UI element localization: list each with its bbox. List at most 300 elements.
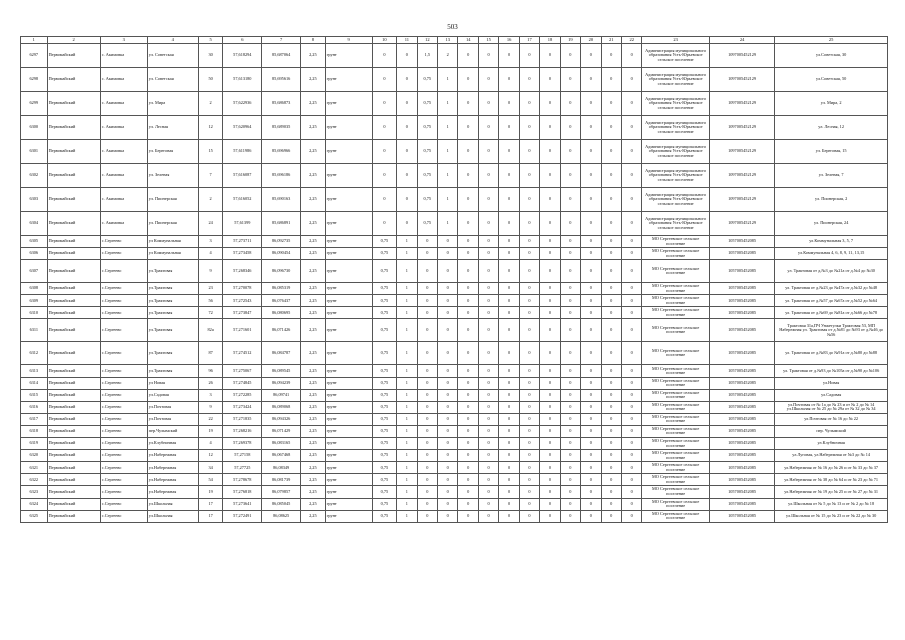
table-cell: 0 xyxy=(397,92,417,116)
table-cell: ул. Береговая, 15 xyxy=(775,140,888,164)
table-cell: 0 xyxy=(601,68,621,92)
table-cell: 0 xyxy=(417,365,437,377)
table-cell: 0 xyxy=(519,295,539,307)
table-cell: 0 xyxy=(499,342,519,365)
table-cell: 56 xyxy=(198,295,223,307)
table-cell: 0 xyxy=(397,116,417,140)
table-cell: 26 xyxy=(198,377,223,389)
table-cell: 0 xyxy=(478,401,498,413)
table-cell: 0 xyxy=(621,401,641,413)
table-cell: 2,25 xyxy=(301,92,326,116)
table-cell: 0 xyxy=(478,389,498,401)
column-header: 8 xyxy=(301,37,326,44)
table-cell: 0,75 xyxy=(417,164,437,188)
table-cell: 0 xyxy=(499,307,519,319)
table-cell: с.Сергеево xyxy=(100,342,147,365)
table-cell: 0 xyxy=(621,236,641,248)
table-cell: 0 xyxy=(601,401,621,413)
table-cell: 0 xyxy=(560,140,580,164)
table-cell: 1 xyxy=(397,450,417,462)
table-cell: 0 xyxy=(601,295,621,307)
table-cell: Администрация муниципального образования Усть-Юрьевское сельское поселение xyxy=(642,212,709,236)
table-cell: 0 xyxy=(417,389,437,401)
table-cell: грунт xyxy=(325,377,372,389)
table-cell: 0 xyxy=(438,498,458,510)
table-cell: 0 xyxy=(458,425,478,437)
table-cell: Администрация муниципального образования Усть-Юрьевское сельское поселение xyxy=(642,188,709,212)
table-cell: 86,089068 xyxy=(262,401,301,413)
table-cell: 2,25 xyxy=(301,188,326,212)
table-cell: 57,273711 xyxy=(223,236,262,248)
table-cell: 86,080695 xyxy=(262,307,301,319)
table-cell: Первомайский xyxy=(47,236,100,248)
table-cell: 0 xyxy=(540,92,560,116)
table-cell: ул. Зеленая, 7 xyxy=(775,164,888,188)
table-cell: 3 xyxy=(198,389,223,401)
table-cell: ул. Береговая xyxy=(147,140,198,164)
table-cell: 87 xyxy=(198,342,223,365)
table-row xyxy=(21,401,888,413)
table-cell: 1 xyxy=(438,68,458,92)
table-cell: 0,75 xyxy=(417,188,437,212)
table-cell: 57,272491 xyxy=(223,510,262,522)
table-cell: 0 xyxy=(372,44,397,68)
table-cell: 0 xyxy=(540,462,560,474)
table-cell: 86,085045 xyxy=(262,498,301,510)
table-cell: 0 xyxy=(581,425,601,437)
table-cell: 0 xyxy=(438,438,458,450)
table-cell: 0 xyxy=(438,365,458,377)
table-cell: 0 xyxy=(478,283,498,295)
table-cell: 0 xyxy=(478,92,498,116)
table-cell: 0 xyxy=(519,92,539,116)
table-cell: Первомайский xyxy=(47,283,100,295)
table-cell: 0 xyxy=(621,283,641,295)
table-cell: 2,25 xyxy=(301,44,326,68)
table-cell: Первомайский xyxy=(47,68,100,92)
table-cell: 0 xyxy=(478,425,498,437)
table-cell: 0 xyxy=(478,462,498,474)
table-cell: Первомайский xyxy=(47,425,100,437)
table-cell: 2,25 xyxy=(301,140,326,164)
table-row xyxy=(21,92,888,116)
table-cell: Первомайский xyxy=(47,401,100,413)
table-cell: 0 xyxy=(438,342,458,365)
table-cell: 85,696186 xyxy=(262,164,301,188)
table-cell: Первомайский xyxy=(47,260,100,283)
table-cell: Первомайский xyxy=(47,342,100,365)
table-cell: грунт xyxy=(325,140,372,164)
table-cell: 6315 xyxy=(21,389,48,401)
table-cell: 0 xyxy=(519,401,539,413)
table-cell: 0,75 xyxy=(372,462,397,474)
table-cell: 0 xyxy=(458,44,478,68)
table-cell: 0 xyxy=(601,413,621,425)
table-cell: 1 xyxy=(397,413,417,425)
table-cell: 2,25 xyxy=(301,116,326,140)
table-cell: ул.Трактовая xyxy=(147,342,198,365)
table-cell: 50 xyxy=(198,68,223,92)
table-cell: ул.Садовая xyxy=(775,389,888,401)
table-cell: Первомайский xyxy=(47,164,100,188)
table-cell: ул.Коммунальная 3, 5, 7 xyxy=(775,236,888,248)
table-cell: 0 xyxy=(458,365,478,377)
table-cell: 0 xyxy=(499,438,519,450)
column-header: 12 xyxy=(417,37,437,44)
column-header: 7 xyxy=(262,37,301,44)
table-cell: 1097005452129 xyxy=(709,68,774,92)
table-row xyxy=(21,486,888,498)
table-cell: МО Сергеевское сельское поселение xyxy=(642,260,709,283)
table-cell: с.Сергеево xyxy=(100,510,147,522)
table-cell: 0 xyxy=(478,236,498,248)
table-cell: 2,25 xyxy=(301,248,326,260)
table-cell: 0 xyxy=(499,365,519,377)
table-cell: 0,75 xyxy=(372,295,397,307)
table-cell: 0 xyxy=(581,188,601,212)
table-cell: 1057005452085 xyxy=(709,438,774,450)
table-cell: 0 xyxy=(601,438,621,450)
table-cell: 0 xyxy=(601,510,621,522)
table-cell: грунт xyxy=(325,260,372,283)
table-cell: Трактовая 31а,ПЧ Унжетулки Трактовая 53, МП Набережная ул. Трактовая от д.№81 до №93 от д.№46 до №56 xyxy=(775,319,888,342)
table-cell: 0 xyxy=(478,188,498,212)
table-cell: 0 xyxy=(519,164,539,188)
table-cell: 57,27725 xyxy=(223,462,262,474)
table-cell: 0 xyxy=(478,212,498,236)
table-cell: Первомайский xyxy=(47,116,100,140)
table-cell: 0 xyxy=(417,307,437,319)
table-cell: 0 xyxy=(581,140,601,164)
table-cell: 0 xyxy=(438,389,458,401)
table-cell: 0 xyxy=(458,498,478,510)
table-cell: 0 xyxy=(458,164,478,188)
table-cell: Первомайский xyxy=(47,295,100,307)
table-cell: 0 xyxy=(397,68,417,92)
table-cell: 0 xyxy=(621,377,641,389)
table-row xyxy=(21,425,888,437)
table-cell: с. Акимовка xyxy=(100,212,147,236)
table-cell: 2,25 xyxy=(301,307,326,319)
table-cell: грунт xyxy=(325,510,372,522)
table-row xyxy=(21,438,888,450)
table-cell: 0 xyxy=(601,377,621,389)
table-cell: 0 xyxy=(601,389,621,401)
table-cell: 0 xyxy=(458,236,478,248)
table-cell: МО Сергеевское сельское поселение xyxy=(642,474,709,486)
table-cell: МО Сергеевское сельское поселение xyxy=(642,283,709,295)
table-cell: 1057005452085 xyxy=(709,450,774,462)
table-cell: 0 xyxy=(540,319,560,342)
table-cell: 0 xyxy=(581,510,601,522)
table-cell: ул. Зеленая xyxy=(147,164,198,188)
table-cell: 0 xyxy=(601,450,621,462)
table-cell: 0 xyxy=(519,248,539,260)
table-cell: 0 xyxy=(581,498,601,510)
table-cell: МО Сергеевское сельское поселение xyxy=(642,365,709,377)
table-cell: 0 xyxy=(519,413,539,425)
table-cell: ул. Советская xyxy=(147,44,198,68)
table-cell: 0 xyxy=(417,260,437,283)
table-cell: 0 xyxy=(478,342,498,365)
table-cell: с. Акимовка xyxy=(100,68,147,92)
table-cell: 0 xyxy=(581,438,601,450)
table-cell: грунт xyxy=(325,307,372,319)
table-cell: 0,75 xyxy=(372,425,397,437)
table-cell: 0 xyxy=(601,474,621,486)
table-cell: 57,268216 xyxy=(223,425,262,437)
table-cell: ул.Набережная от № 16 до № 26 и от № 33 до № 37 xyxy=(775,462,888,474)
table-cell: 0 xyxy=(458,260,478,283)
table-cell: 1057005452085 xyxy=(709,236,774,248)
table-cell: Первомайский xyxy=(47,188,100,212)
table-cell: 0 xyxy=(560,92,580,116)
table-cell: 0 xyxy=(540,260,560,283)
table-cell: 0 xyxy=(560,401,580,413)
table-cell: 57,269378 xyxy=(223,438,262,450)
table-cell: грунт xyxy=(325,486,372,498)
header-row xyxy=(21,37,888,44)
column-header: 14 xyxy=(458,37,478,44)
table-cell: ул.Луговая, ул.Набережная от №3 до № 14 xyxy=(775,450,888,462)
table-cell: 6322 xyxy=(21,474,48,486)
table-cell: 86,083165 xyxy=(262,438,301,450)
table-cell: 0 xyxy=(458,212,478,236)
table-cell: грунт xyxy=(325,236,372,248)
table-cell: 0 xyxy=(478,140,498,164)
table-cell: 0 xyxy=(372,188,397,212)
table-cell: 2,25 xyxy=(301,450,326,462)
table-cell: 0 xyxy=(499,377,519,389)
table-cell: с.Сергеево xyxy=(100,283,147,295)
table-row xyxy=(21,307,888,319)
table-cell: 1 xyxy=(397,319,417,342)
table-cell: 2 xyxy=(198,188,223,212)
table-cell: грунт xyxy=(325,188,372,212)
table-cell: 0,75 xyxy=(372,413,397,425)
table-cell: 6310 xyxy=(21,307,48,319)
table-cell: 1 xyxy=(397,342,417,365)
table-cell: 0,75 xyxy=(372,260,397,283)
table-cell: 6318 xyxy=(21,425,48,437)
table-cell: 2,25 xyxy=(301,295,326,307)
table-cell: 1057005452085 xyxy=(709,462,774,474)
table-cell: 0 xyxy=(458,140,478,164)
table-cell: 0 xyxy=(417,319,437,342)
table-cell: 2,25 xyxy=(301,212,326,236)
table-cell: 4 xyxy=(198,438,223,450)
table-cell: грунт xyxy=(325,319,372,342)
table-cell: 0 xyxy=(621,438,641,450)
table-cell: МО Сергеевское сельское поселение xyxy=(642,236,709,248)
table-cell: 1057005452085 xyxy=(709,342,774,365)
table-cell: 0 xyxy=(478,450,498,462)
table-cell: грунт xyxy=(325,389,372,401)
table-cell: 0 xyxy=(519,283,539,295)
table-cell: 0 xyxy=(458,377,478,389)
table-cell: 1057005452085 xyxy=(709,377,774,389)
table-cell: 86,08349 xyxy=(262,462,301,474)
table-cell: ул.Трактовая xyxy=(147,319,198,342)
table-cell: 0 xyxy=(458,486,478,498)
table-cell: грунт xyxy=(325,401,372,413)
column-header: 11 xyxy=(397,37,417,44)
table-cell: грунт xyxy=(325,462,372,474)
table-cell: 0 xyxy=(438,295,458,307)
table-cell: 0 xyxy=(601,212,621,236)
table-cell: 1 xyxy=(438,140,458,164)
table-cell: 0 xyxy=(621,319,641,342)
table-cell: 0 xyxy=(438,248,458,260)
table-cell: 0 xyxy=(621,413,641,425)
table-cell: 2,25 xyxy=(301,474,326,486)
table-cell: 2,25 xyxy=(301,365,326,377)
table-cell: Первомайский xyxy=(47,319,100,342)
table-cell: ул. Пионерская xyxy=(147,188,198,212)
table-row xyxy=(21,450,888,462)
table-cell: 1 xyxy=(397,462,417,474)
table-row xyxy=(21,319,888,342)
table-cell: 0 xyxy=(601,236,621,248)
table-cell: 86,094239 xyxy=(262,377,301,389)
table-cell: 85,696966 xyxy=(262,140,301,164)
table-cell: грунт xyxy=(325,474,372,486)
table-cell: грунт xyxy=(325,365,372,377)
table-cell: 0 xyxy=(540,342,560,365)
table-cell: 7 xyxy=(198,164,223,188)
table-cell: 1097005452129 xyxy=(709,140,774,164)
table-cell: 0 xyxy=(417,401,437,413)
table-cell: 0 xyxy=(560,44,580,68)
table-cell: 0 xyxy=(621,212,641,236)
table-cell: 86,071429 xyxy=(262,425,301,437)
table-cell: 0 xyxy=(560,212,580,236)
table-cell: 0 xyxy=(601,283,621,295)
table-cell: 0 xyxy=(581,377,601,389)
table-cell: ул. Советская xyxy=(147,68,198,92)
column-header: 13 xyxy=(438,37,458,44)
table-cell: 15 xyxy=(198,140,223,164)
table-cell: 0 xyxy=(621,389,641,401)
table-cell: 0 xyxy=(540,486,560,498)
table-cell: 0 xyxy=(438,283,458,295)
table-cell: ул.Школьная от № 5 до № 13 и от № 2 до № 18 xyxy=(775,498,888,510)
table-cell: 0 xyxy=(581,319,601,342)
table-cell: 0 xyxy=(581,295,601,307)
table-cell: 0 xyxy=(499,188,519,212)
table-cell: грунт xyxy=(325,295,372,307)
table-cell: 0 xyxy=(581,342,601,365)
table-cell: 0 xyxy=(519,365,539,377)
table-cell: 2,25 xyxy=(301,319,326,342)
table-cell: Администрация муниципального образования Усть-Юрьевское сельское поселение xyxy=(642,164,709,188)
table-cell: Первомайский xyxy=(47,474,100,486)
table-cell: грунт xyxy=(325,342,372,365)
table-cell: 2,25 xyxy=(301,401,326,413)
table-row xyxy=(21,164,888,188)
table-cell: 0 xyxy=(438,462,458,474)
table-row xyxy=(21,342,888,365)
table-cell: 0 xyxy=(621,140,641,164)
table-cell: 0 xyxy=(519,486,539,498)
table-cell: 57,611986 xyxy=(223,140,262,164)
table-cell: грунт xyxy=(325,425,372,437)
table-cell: ул.Трактовая xyxy=(147,365,198,377)
table-cell: 0 xyxy=(540,68,560,92)
column-header: 21 xyxy=(601,37,621,44)
table-row xyxy=(21,377,888,389)
table-cell: 0 xyxy=(499,474,519,486)
table-cell: 0 xyxy=(519,389,539,401)
table-cell: 0 xyxy=(458,413,478,425)
table-cell: 0 xyxy=(478,510,498,522)
table-cell: 0 xyxy=(560,188,580,212)
table-cell: 1097005452129 xyxy=(709,212,774,236)
table-cell: Первомайский xyxy=(47,212,100,236)
table-cell: 0 xyxy=(621,295,641,307)
table-cell: ул. Мира xyxy=(147,92,198,116)
table-cell: 86,081739 xyxy=(262,474,301,486)
column-header: 19 xyxy=(560,37,580,44)
table-cell: 0 xyxy=(540,44,560,68)
table-cell: 2,25 xyxy=(301,260,326,283)
table-cell: 0 xyxy=(519,425,539,437)
table-cell: 0 xyxy=(478,295,498,307)
table-cell: 0 xyxy=(540,236,560,248)
table-cell: 0 xyxy=(417,498,437,510)
table-cell: 24 xyxy=(198,212,223,236)
table-cell: 0 xyxy=(621,425,641,437)
table-cell: 57,272543 xyxy=(223,295,262,307)
table-cell: 2,25 xyxy=(301,236,326,248)
table-cell: 1 xyxy=(438,212,458,236)
table-cell: 0 xyxy=(458,92,478,116)
table-cell: МО Сергеевское сельское поселение xyxy=(642,319,709,342)
table-cell: 6316 xyxy=(21,401,48,413)
table-cell: 0 xyxy=(417,450,437,462)
table-cell: 0 xyxy=(499,462,519,474)
table-cell: 0 xyxy=(499,116,519,140)
table-cell: 6314 xyxy=(21,377,48,389)
table-cell: 2,25 xyxy=(301,425,326,437)
table-cell: Первомайский xyxy=(47,377,100,389)
table-cell: 2,25 xyxy=(301,413,326,425)
table-cell: 1097005452129 xyxy=(709,44,774,68)
table-cell: 0 xyxy=(478,413,498,425)
table-cell: ул. Трактовая от д.№83 до №91а от д.№80 до №88 xyxy=(775,342,888,365)
table-cell: 0 xyxy=(621,450,641,462)
table-cell: 0 xyxy=(601,486,621,498)
table-cell: 0 xyxy=(458,68,478,92)
table-cell: 1057005452085 xyxy=(709,474,774,486)
table-cell: ул.Набережная xyxy=(147,462,198,474)
table-cell: МО Сергеевское сельское поселение xyxy=(642,438,709,450)
table-cell: 0 xyxy=(560,342,580,365)
table-cell: 0 xyxy=(417,295,437,307)
table-cell: 1057005452085 xyxy=(709,389,774,401)
table-cell: 2,25 xyxy=(301,462,326,474)
table-cell: 57,270078 xyxy=(223,283,262,295)
table-cell: 1057005452085 xyxy=(709,295,774,307)
table-cell: ул.Трактовая xyxy=(147,307,198,319)
table-cell: ул.Клубничная xyxy=(147,438,198,450)
table-cell: грунт xyxy=(325,248,372,260)
table-cell: 0,75 xyxy=(417,140,437,164)
table-cell: 0 xyxy=(417,236,437,248)
table-row xyxy=(21,389,888,401)
table-cell: ул.Трактовая xyxy=(147,295,198,307)
table-cell: 0,75 xyxy=(372,401,397,413)
